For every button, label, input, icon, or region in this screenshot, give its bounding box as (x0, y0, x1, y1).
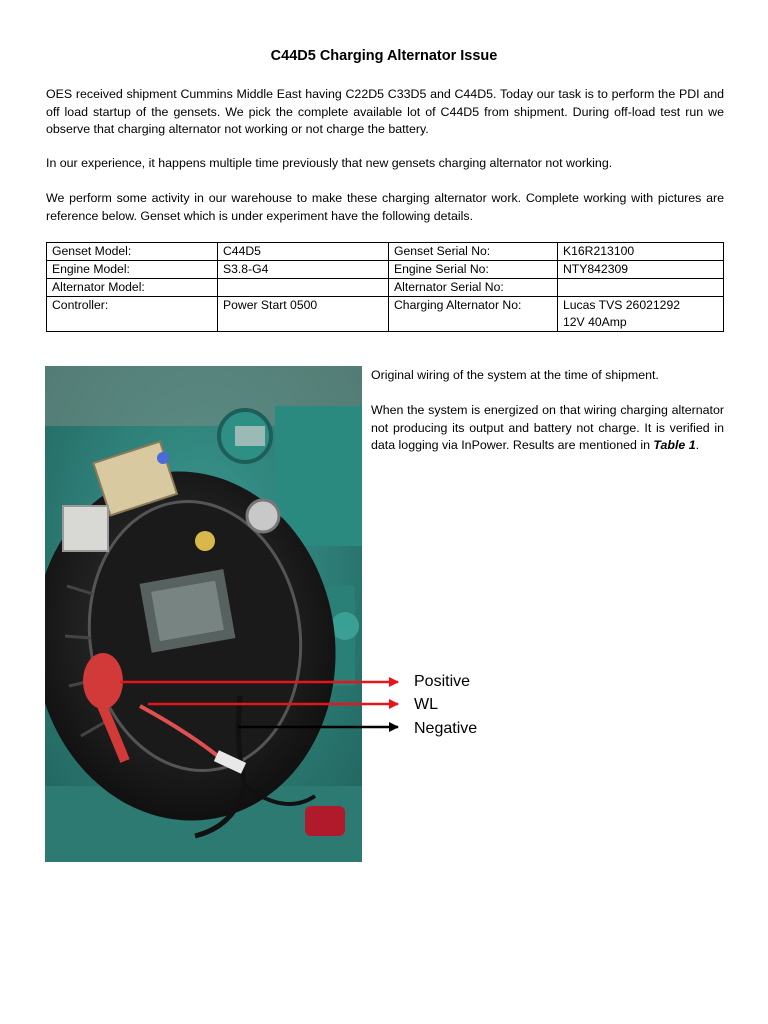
table-cell: Alternator Model: (47, 279, 218, 297)
table-cell: Power Start 0500 (218, 297, 389, 332)
table-cell: K16R213100 (558, 243, 724, 261)
intro-paragraph: OES received shipment Cummins Middle East having C22D5 C33D5 and C44D5. Today our task is to perform the PDI and off load startup of the gensets. We pick the complete available lot of C44D5 from shipment. During off-load test run we observe that charging alternator not working or not charge the battery. (46, 87, 724, 137)
table-cell: Alternator Serial No: (389, 279, 558, 297)
document-title: C44D5 Charging Alternator Issue (270, 48, 498, 64)
negative-label: Negative (414, 720, 478, 737)
table-cell: Charging Alternator No: (389, 297, 558, 332)
alternator-rating: 12V 40Amp (563, 315, 627, 329)
wl-label: WL (414, 696, 438, 713)
table-cell: NTY842309 (558, 261, 724, 279)
alternator-illustration (45, 366, 362, 862)
activity-paragraph: We perform some activity in our warehouse to make these charging alternator work. Complete working with pictures are reference below. Genset which is under experiment have the following details. (46, 191, 724, 223)
alternator-number: Lucas TVS 26021292 (563, 298, 681, 312)
table-cell: Engine Model: (47, 261, 218, 279)
table-row (47, 297, 724, 332)
sentence-end: . (695, 438, 700, 453)
table-row (47, 243, 724, 261)
table-reference: Table 1 (653, 438, 696, 453)
table-row (47, 279, 724, 297)
table-cell (218, 279, 389, 297)
table-cell: Genset Model: (47, 243, 218, 261)
table-cell (558, 297, 724, 332)
positive-label: Positive (414, 673, 471, 690)
table-cell: Controller: (47, 297, 218, 332)
table-cell: Engine Serial No: (389, 261, 558, 279)
genset-details-table (46, 242, 724, 332)
alternator-wiring-photo (45, 366, 362, 862)
table-cell: C44D5 (218, 243, 389, 261)
experience-paragraph: In our experience, it happens multiple time previously that new gensets charging alternator not working. (46, 156, 613, 170)
table-cell: Genset Serial No: (389, 243, 558, 261)
energized-text: When the system is energized on that wiring charging alternator not producing its output and battery not charge. It is verified in data logging via InPower. Results are mentioned in (371, 403, 724, 453)
energized-description (371, 402, 724, 455)
table-row (47, 261, 724, 279)
table-cell: S3.8-G4 (218, 261, 389, 279)
table-cell (558, 279, 724, 297)
original-wiring-caption: Original wiring of the system at the time of shipment. (371, 368, 659, 382)
